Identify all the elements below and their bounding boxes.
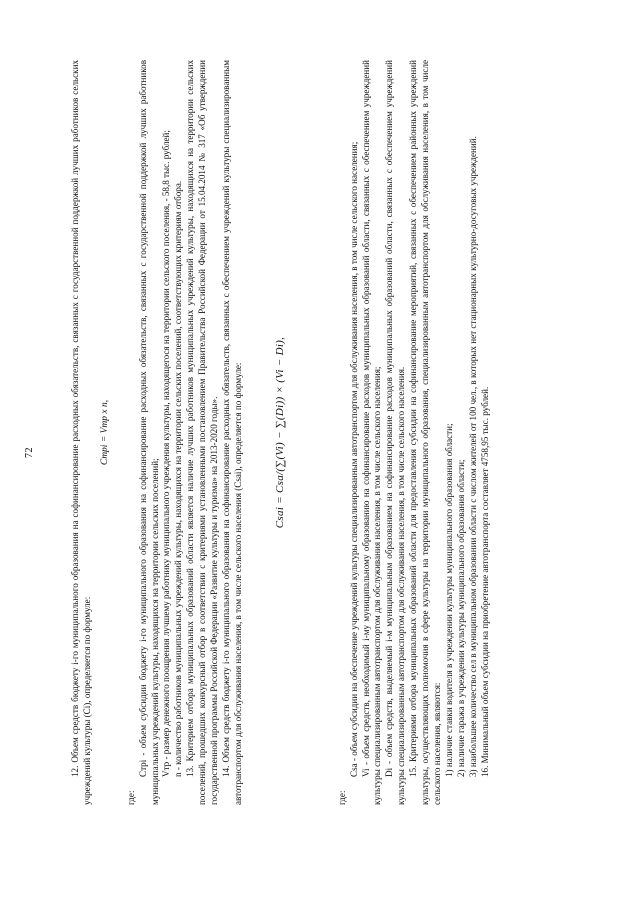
paragraph-14: 14. Объем средств бюджету i-го муниципального образования на софинансирование расходных обязательств, связанных с обеспечением учреждений культуры специализированным автотранспортом для обслуживания населения, в том числе сельского населения (Csai), определяется по формуле: <box>220 60 243 805</box>
paragraph-12: 12. Объем средств бюджету i-го муниципального образования на софинансирование расходных обязательств, связанных с государственной поддержкой лучших работников сельских учреждений культуры (Ci), определяется по формуле: <box>70 60 92 805</box>
definition-n: n - количество работников муниципальных учреждений культуры, находящихся на территории сельских поселений, соответствующих критериям отбора. <box>173 180 184 777</box>
paragraph-16: 16. Минимальный объем субсидии на приобретение автотранспорта составляет 4758,95 тыс. рублей. <box>479 386 490 777</box>
where-label-1: где: <box>125 790 136 805</box>
paragraph-13: 13. Критерием отбора муниципальных образований области является наличие лучших работников муниципальных учреждений культуры, находящихся на территории сельских поселений, прошедших конкурсный отбор в соответствии с критериями установленными постановлением Правительства Российской Федерации от 15.04.2014 № 317 «Об утверждении государственной программы Российской Федерации «Развитие культуры и туризма» на 2013-2020 годы». <box>185 60 220 805</box>
definition-ctrpi: Cтрi - объем субсидии бюджету i-го муниципального образования на софинансирование расходных обязательств, связанных с государственной поддержкой лучших работников муниципальных учреждений культуры, находящихся на территории сельских поселений; <box>137 60 160 805</box>
criterion-3: 3) наибольшее количество сел в муниципальном образовании области с числом жителей от 100 чел., в которых нет стационарных культурно-досуговых учреждений. <box>467 136 478 777</box>
definition-di: Di - объем средств, выделяемый i-м муниципальным образованием на софинансирование расходов муниципальных образований области, связанных с обеспечением учреждений культуры специализированным автотранспортом для обслуживания населения, в том числе сельского населения. <box>384 60 407 805</box>
criterion-2: 2) наличие гаража в учреждении культуры муниципального образования области; <box>455 459 466 777</box>
definition-vi: Vi - объем средств, необходимый i-му муниципальному образованию на софинансирование расходов муниципальных образований области, связанных с обеспечением учреждений культуры специализированным автотранспортом для обслуживания населения, в том числе сельского населения; <box>360 60 383 805</box>
criterion-1: 1) наличие ставки водителя в учреждении культуры муниципального образования области; <box>443 423 454 777</box>
formula-csai: Csai = Csa/(∑(Vi) − ∑(Di)) × (Vi − Di), <box>273 336 286 529</box>
definition-vtr: Vтр - размер денежного поощрения лучшему работнику муниципального учреждения культуры, находящегося на территории сельского поселения, - 58,8 тыс. рублей; <box>161 130 172 777</box>
formula-ctrpi: Cтрi = Vтр x n, <box>99 399 110 466</box>
definition-csa: Csa - объем субсидии на обеспечение учреждений культуры специализированным автотранспортом для обслуживания населения, в том числе сельского населения; <box>348 141 359 777</box>
page-number: 72 <box>24 447 35 458</box>
paragraph-15: 15. Критериями отбора муниципальных образований области для предоставления субсидии на софинансирование мероприятий, связанных с обеспечением районных учреждений культуры, осуществляющих полномочия в сфере культуры на территории муниципального образования, специализированным автотранспортом для обслуживания населения, в том числе сельского населения, являются: <box>408 60 442 805</box>
where-label-2: где: <box>336 790 347 805</box>
document-body <box>70 60 491 805</box>
